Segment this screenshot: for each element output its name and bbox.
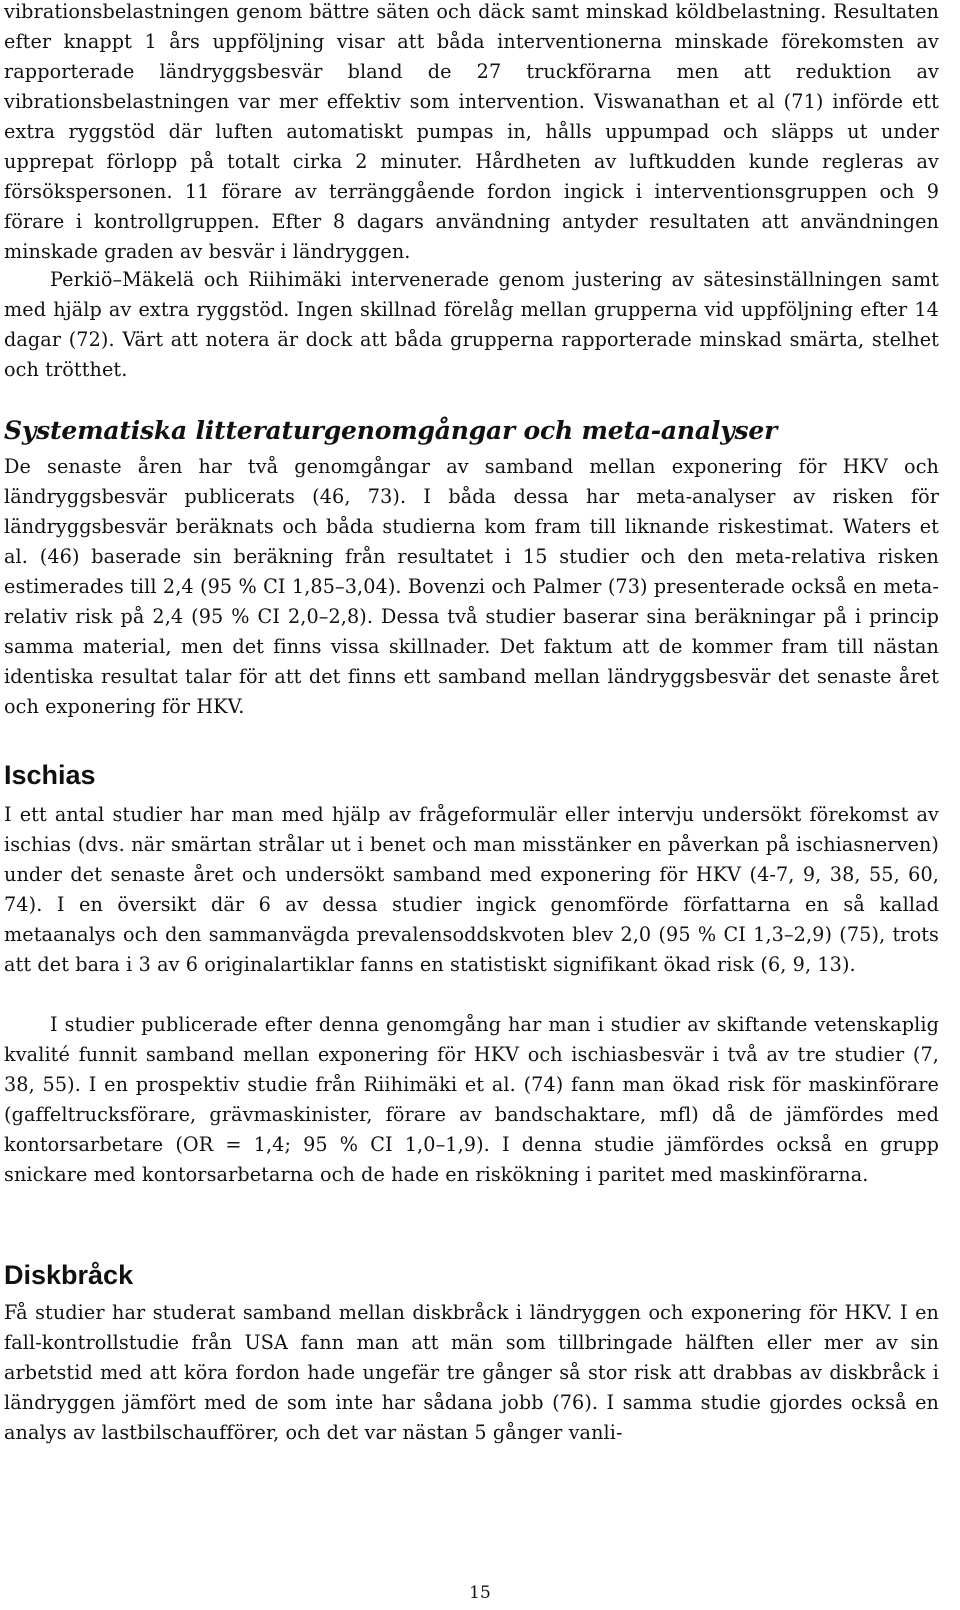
diskbrack-paragraph: Få studier har studerat samband mellan diskbråck i ländryggen och exponering för HKV. I en fall-kontrollstudie från USA fann man att män som tillbringade hälften eller mer av sin arbetstid med att köra fordon hade ungefär tre gånger så stor risk att drabbas av diskbråck i ländryggen jämfört med de som inte har sådana jobb (76). I samma studie gjordes också en analys av lastbilschaufförer, och det var nästan 5 gånger vanli- [4, 1301, 939, 1444]
ischias-paragraph-1: I ett antal studier har man med hjälp av frågeformulär eller intervju undersökt förekomst av ischias (dvs. när smärtan strålar ut i benet och man misstänker en påverkan på ischiasnerven) under det senaste året och undersökt samband med exponering för HKV (4-7, 9, 38, 55, 60, 74). I en översikt där 6 av dessa studier ingick genomförde författarna en så kallad metaanalys och den sammanvägda prevalensoddskvoten blev 2,0 (95 % CI 1,3–2,9) (75), trots att det bara i 3 av 6 originalartiklar fanns en statistiskt signifikant ökad risk (6, 9, 13). [4, 803, 939, 976]
ischias-paragraph-2: I studier publicerade efter denna genomgång har man i studier av skiftande vetenskaplig kvalité funnit samband mellan exponering för HKV och ischiasbesvär i två av tre studier (7, 38, 55). I en prospektiv studie från Riihimäki et al. (74) fann man ökad risk för maskinförare (gaffeltrucksförare, grävmaskinister, förare av bandschaktare, mfl) då de jämfördes med kontorsarbetare (OR = 1,4; 95 % CI 1,0–1,9). I denna studie jämfördes också en grupp snickare med kontorsarbetarna och de hade en riskökning i paritet med maskinförarna. [4, 1013, 939, 1186]
intro-paragraph: vibrationsbelastningen genom bättre säten och däck samt minskad köldbelastning. Resultaten efter knappt 1 års uppföljning visar att båda interventionerna minskade förekomsten av rapporterade ländryggsbesvär bland de 27 truckförarna men att reduktion av vibrationsbelastningen var mer effektiv som intervention. Viswanathan et al (71) införde ett extra ryggstöd där luften automatiskt pumpas in, hålls uppumpad och släpps ut under upprepat förlopp på totalt cirka 2 minuter. Hårdheten av luftkudden kunde regleras av försökspersonen. 11 förare av terränggående fordon ingick i interventionsgruppen och 9 förare i kontrollgruppen. Efter 8 dagars användning antyder resultaten att användningen minskade graden av besvär i ländryggen. [4, 0, 939, 263]
perkio-paragraph: Perkiö–Mäkelä och Riihimäki intervenerade genom justering av sätesinställningen samt med hjälp av extra ryggstöd. Ingen skillnad förelåg mellan grupperna vid uppföljning efter 14 dagar (72). Värt att notera är dock att båda grupperna rapporterade minskad smärta, stelhet och trötthet. [4, 268, 939, 381]
ischias-heading: Ischias [4, 760, 96, 790]
meta-analysis-paragraph: De senaste åren har två genomgångar av samband mellan exponering för HKV och ländryggsbesvär publicerats (46, 73). I båda dessa har meta-analyser av risken för ländryggsbesvär beräknats och båda studierna kom fram till liknande riskestimat. Waters et al. (46) baserade sin beräkning från resultatet i 15 studier och den meta-relativa risken estimerades till 2,4 (95 % CI 1,85–3,04). Bovenzi och Palmer (73) presenterade också en meta-relativ risk på 2,4 (95 % CI 2,0–2,8). Dessa två studier baserar sina beräkningar på i princip samma material, men det finns vissa skillnader. Det faktum att de kommer fram till nästan identiska resultat talar för att det finns ett samband mellan ländryggsbesvär det senaste året och exponering för HKV. [4, 455, 939, 718]
meta-analysis-heading: Systematiska litteraturgenomgångar och meta-analyser [4, 416, 778, 445]
page-number: 15 [469, 1583, 491, 1603]
diskbrack-heading: Diskbråck [4, 1260, 134, 1290]
